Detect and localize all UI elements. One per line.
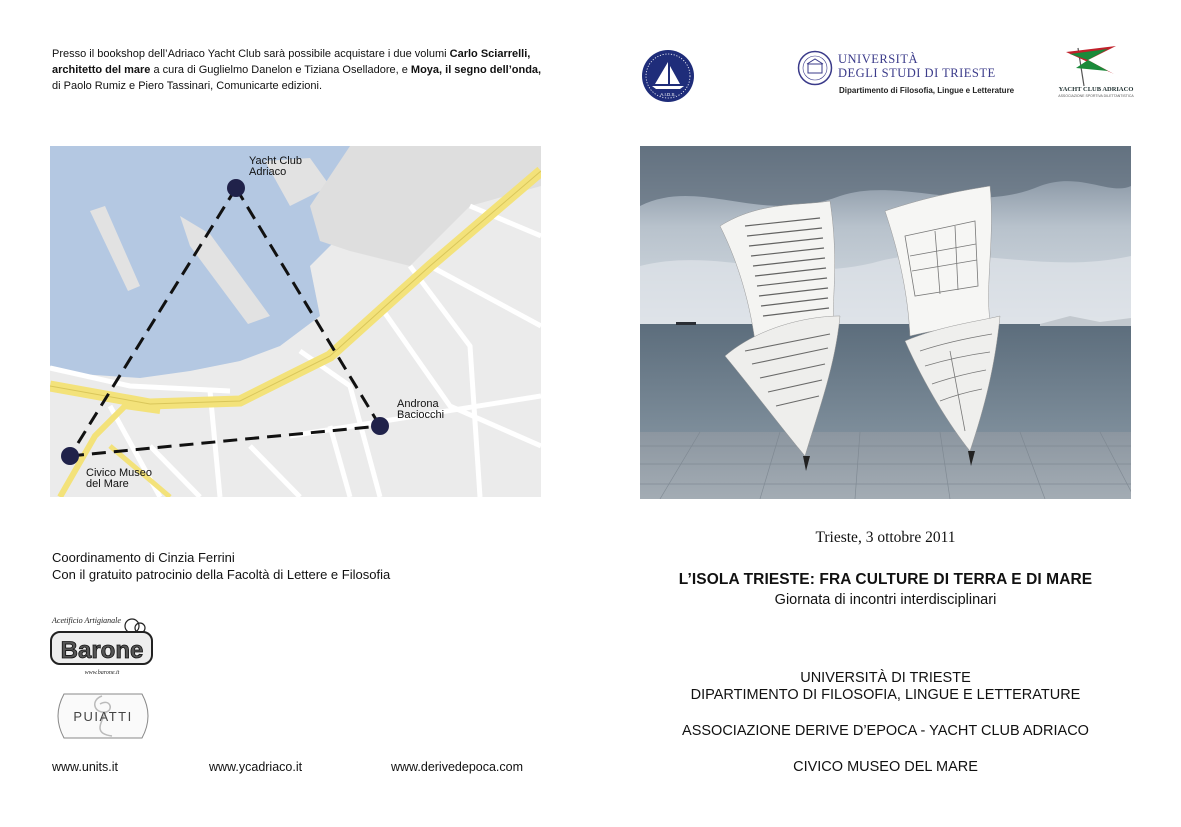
organizer-department: DIPARTIMENTO DI FILOSOFIA, LINGUE E LETTERATURE [690, 687, 1081, 703]
aids-label: A.I.D.S. [660, 92, 676, 97]
location-map[interactable] [50, 146, 541, 497]
intro-paragraph: Presso il bookshop dell’Adriaco Yacht Club sarà possibile acquistare i due volumi Carlo Sciarrelli, architetto del mare a cura di Guglielmo Danelon e Tiziana Oselladore, e Moya, il segno dell’onda, di Paolo Rumiz e Piero Tassinari, Comunicarte edizioni. [52, 48, 542, 92]
university-seal-icon [797, 50, 833, 91]
link-ycadriaco[interactable]: www.ycadriaco.it [209, 760, 303, 774]
event-date: Trieste, 3 ottobre 2011 [815, 529, 956, 546]
cover-illustration [640, 146, 1131, 499]
label-yacht-club: Yacht Club Adriaco [249, 155, 302, 178]
link-units[interactable]: www.units.it [52, 760, 118, 774]
barone-url: www.barone.it [84, 670, 120, 676]
university-name: UNIVERSITÀ DEGLI STUDI DI TRIESTE [838, 52, 996, 80]
organizer-association: ASSOCIAZIONE DERIVE D’EPOCA - YACHT CLUB ADRIACO [682, 723, 1089, 739]
marker-museo [61, 447, 79, 465]
marker-yacht-club [227, 179, 245, 197]
yacht-club-name: YACHT CLUB ADRIACO [1058, 86, 1134, 93]
event-title: L’ISOLA TRIESTE: FRA CULTURE DI TERRA E DI MARE [678, 571, 1093, 588]
aids-logo [640, 48, 696, 109]
yacht-club-subtitle: ASSOCIAZIONE SPORTIVA DILETTANTISTICA [1058, 94, 1134, 98]
event-subtitle: Giornata di incontri interdisciplinari [774, 592, 997, 608]
puiatti-logo [50, 690, 155, 742]
marker-androna [371, 417, 389, 435]
label-museo: Civico Museo del Mare [86, 467, 153, 490]
organizer-university: UNIVERSITÀ DI TRIESTE [800, 670, 971, 686]
map-graphic [50, 146, 541, 497]
coordination-block: Coordinamento di Cinzia Ferrini Con il gratuito patrocinio della Facoltà di Lettere e Filosofia [52, 550, 391, 582]
book-title-sciarrelli: Carlo Sciarrelli, architetto del mare [52, 48, 531, 76]
puiatti-wordmark: PUIATTI [73, 709, 133, 724]
link-derivedepoca[interactable]: www.derivedepoca.com [391, 760, 524, 774]
university-department: Dipartimento di Filosofia, Lingue e Letterature [839, 86, 1015, 95]
barone-wordmark: Barone [60, 637, 144, 664]
barone-logo [50, 614, 155, 674]
barone-tagline: Acetificio Artigianale [52, 616, 121, 625]
organizer-museum: CIVICO MUSEO DEL MARE [793, 759, 978, 775]
book-title-moya: Moya, il segno dell’onda, [410, 64, 542, 76]
label-androna: Androna Baciocchi [397, 398, 445, 421]
